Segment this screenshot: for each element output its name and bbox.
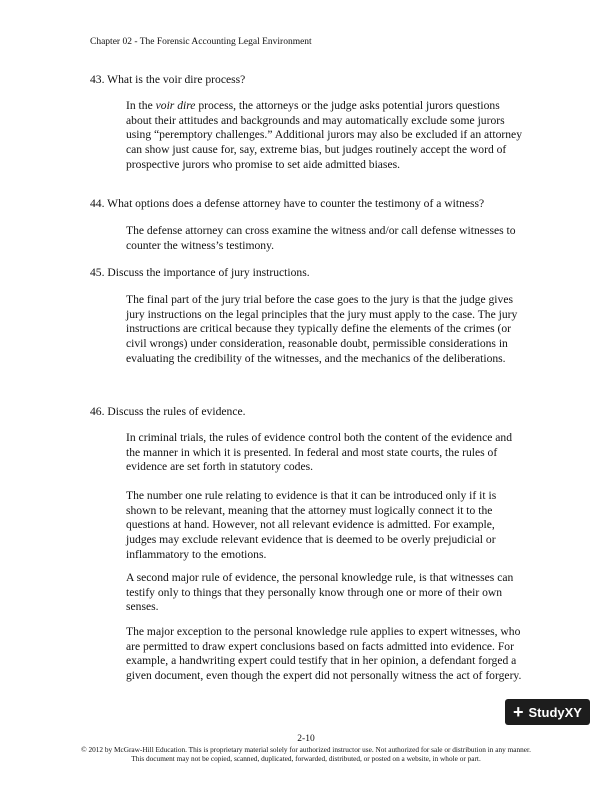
answer-46-paragraph-1: In criminal trials, the rules of evidence control both the content of the evidence and the manner in which it is presented. In federal and most state courts, the rules of evidence are set forth in statutory codes. xyxy=(126,431,512,474)
question-46: 46. Discuss the rules of evidence. xyxy=(90,405,246,418)
plus-icon: + xyxy=(513,702,524,722)
question-43: 43. What is the voir dire process? xyxy=(90,73,246,86)
answer-46-paragraph-2: The number one rule relating to evidence is that it can be introduced only if it is shown to be relevant, meaning that the attorney must logically connect it to the questions at hand. However, not all relevant evidence is admitted. For example, judges may exclude relevant evidence that is deemed to be overly prejudicial or inflammatory to the emotions. xyxy=(126,489,497,561)
answer-43-text: process, the attorneys or the judge asks potential jurors questions about their attitudes and backgrounds and may automatically exclude some jurors using “peremptory challenges.” Additional jurors may also be excluded if an attorney can show just cause for, say, extreme bias, but judges routinely accept the word of prospective jurors who promise to set aide admitted biases. xyxy=(126,99,522,171)
question-44: 44. What options does a defense attorney have to counter the testimony of a witness? xyxy=(90,197,485,210)
answer-43 xyxy=(126,99,526,173)
page-number: 2-10 xyxy=(297,734,315,744)
running-header: Chapter 02 - The Forensic Accounting Legal Environment xyxy=(90,37,312,47)
answer-43-term: voir dire xyxy=(155,99,196,112)
badge-label: StudyXY xyxy=(528,704,582,720)
answer-46-paragraph-3: A second major rule of evidence, the personal knowledge rule, is that witnesses can testify only to things that they personally know through one or more of their own senses. xyxy=(126,571,514,614)
copyright-notice: © 2012 by McGraw-Hill Education. This is proprietary material solely for authorized instructor use. Not authorized for sale or distribution in any manner. This document may not be copied, scanned, duplicated, forwarded, distributed, or posted on a website, in whole or part. xyxy=(81,745,531,764)
answer-44: The defense attorney can cross examine the witness and/or call defense witnesses to counter the witness’s testimony. xyxy=(126,224,516,252)
question-45: 45. Discuss the importance of jury instructions. xyxy=(90,266,310,279)
answer-45: The final part of the jury trial before the case goes to the jury is that the judge gives jury instructions on the legal principles that the jury must apply to the case. The jury instructions are critical because they typically define the elements of the crimes (or civil wrongs) under consideration, reasonable doubt, permissible considerations in evaluating the credibility of the witnesses, and the mechanics of the deliberations. xyxy=(126,293,518,365)
answer-46-paragraph-4: The major exception to the personal knowledge rule applies to expert witnesses, who are permitted to draw expert conclusions based on facts admitted into evidence. For example, a handwriting expert could testify that in her opinion, a defendant forged a given document, even though the expert did not personally witness the act of forgery. xyxy=(126,625,522,683)
studyxy-badge[interactable] xyxy=(505,699,590,725)
answer-43-intro: In the xyxy=(126,99,156,112)
